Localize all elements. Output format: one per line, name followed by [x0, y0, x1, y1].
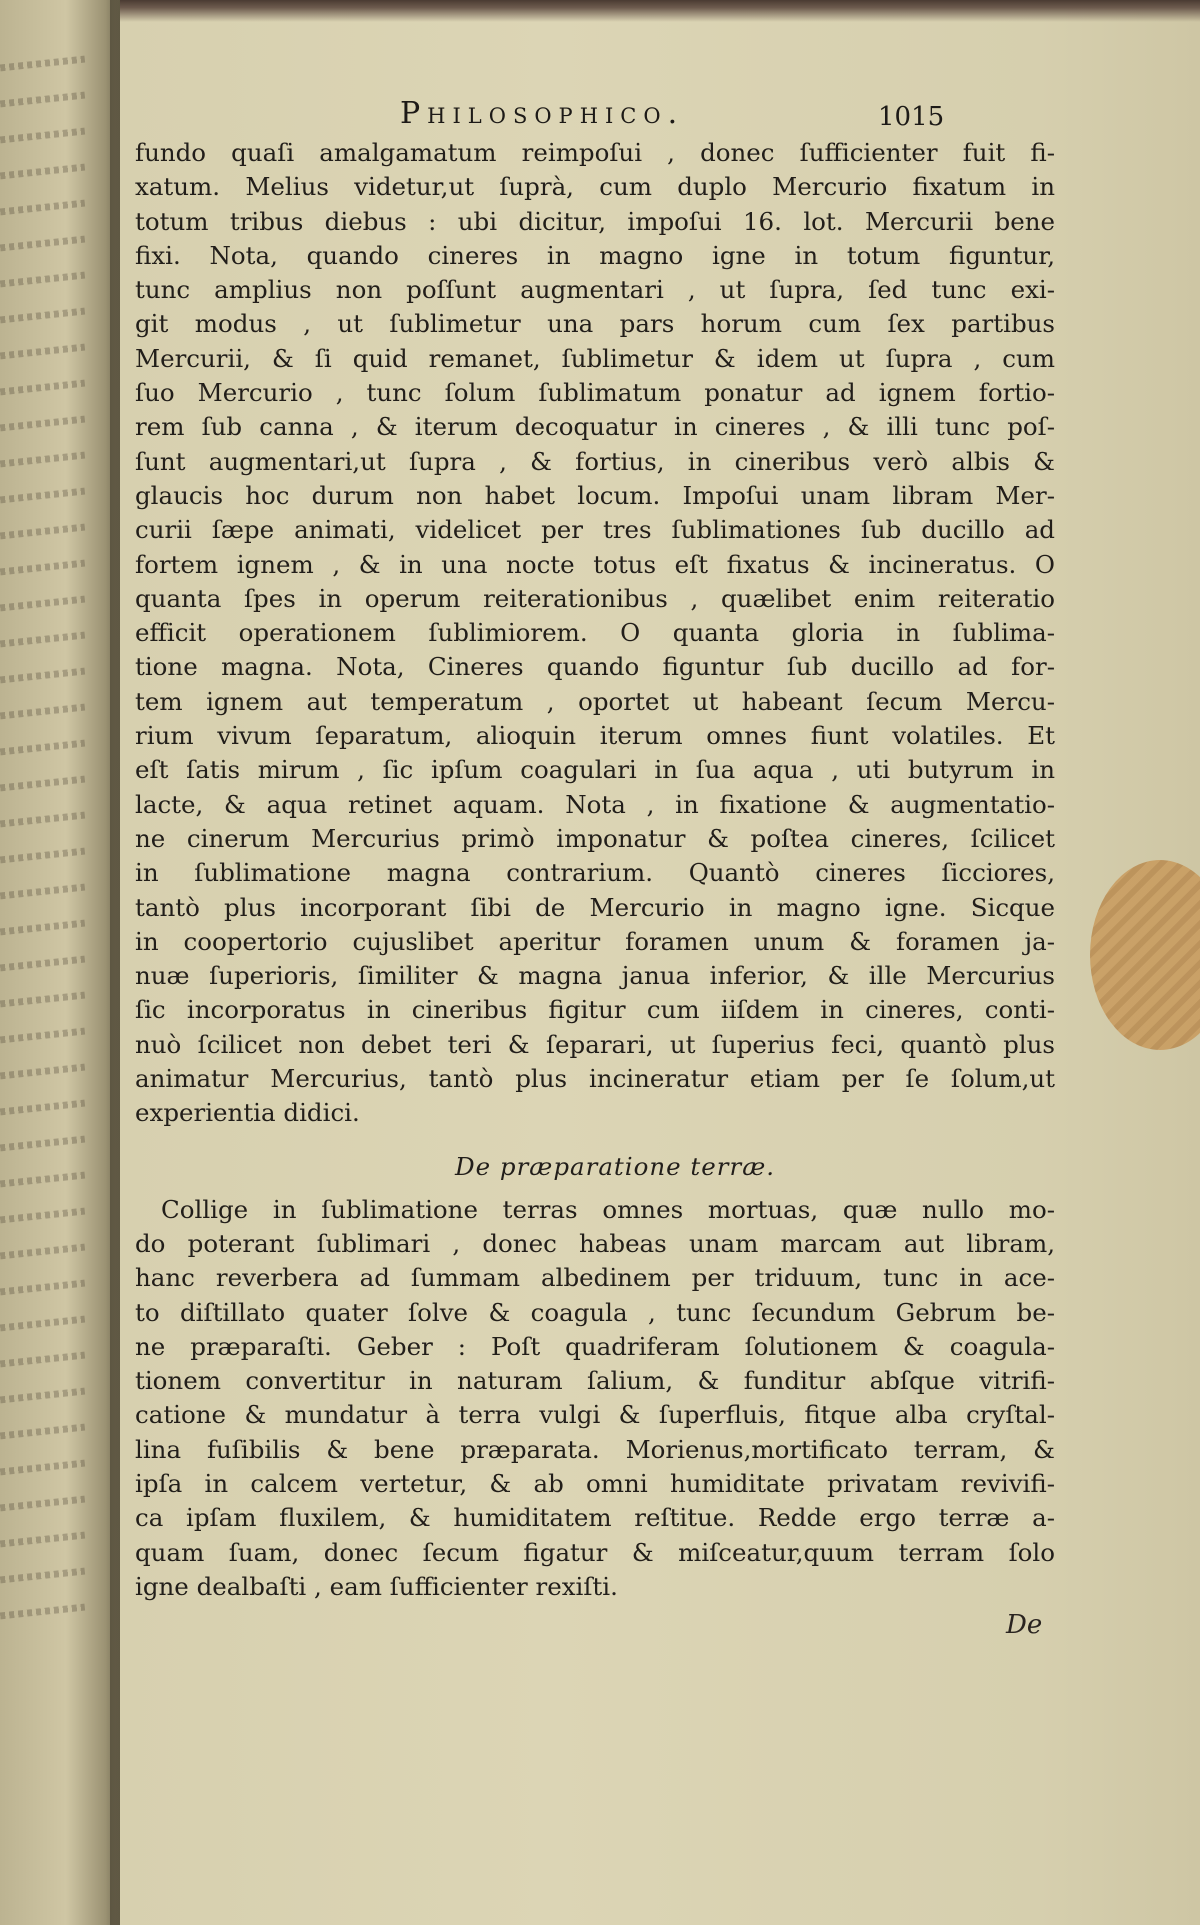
text-line: efficit operationem ſublimiorem. O quanta gloria in ſublima- [135, 618, 1055, 648]
text-line: ſuo Mercurio , tunc ſolum ſublimatum ponatur ad ignem fortio- [135, 378, 1055, 408]
text-line: tione magna. Nota, Cineres quando figuntur ſub ducillo ad for- [135, 652, 1055, 682]
top-edge-stain [120, 0, 1200, 22]
text-line: nuæ ſuperioris, ſimiliter & magna janua inferior, & ille Mercurius [135, 961, 1055, 991]
bleed-through-mark [0, 488, 85, 504]
bleed-through-mark [0, 1064, 85, 1080]
bleed-through-mark [0, 128, 85, 144]
text-line: quam ſuam, donec ſecum figatur & miſceatur,quum terram ſolo [135, 1537, 1055, 1567]
bleed-through-mark [0, 1604, 85, 1620]
bleed-through-mark [0, 1280, 85, 1296]
book-page [120, 0, 1200, 1925]
bleed-through-mark [0, 848, 85, 864]
bleed-through-mark [0, 380, 85, 396]
text-line: lina fuſibilis & bene præparata. Morienus,mortificato terram, & [135, 1434, 1055, 1464]
text-line: xatum. Melius videtur,ut ſuprà, cum duplo Mercurio fixatum in [135, 172, 1055, 202]
bleed-through-mark [0, 704, 85, 720]
bleed-through-mark [0, 1460, 85, 1476]
text-line: experientia didici. [135, 1098, 360, 1128]
bleed-through-mark [0, 992, 85, 1008]
bleed-through-mark [0, 416, 85, 432]
bleed-through-mark [0, 920, 85, 936]
bleed-through-mark [0, 1388, 85, 1404]
bleed-through-mark [0, 200, 85, 216]
bleed-through-mark [0, 92, 85, 108]
text-line: glaucis hoc durum non habet locum. Impoſui unam libram Mer- [135, 480, 1055, 510]
text-line: tionem convertitur in naturam ſalium, & funditur abſque vitrifi- [135, 1366, 1055, 1396]
text-line: ne præparaſti. Geber : Poſt quadriferam ſolutionem & coagula- [135, 1331, 1055, 1361]
text-line: ne cinerum Mercurius primò imponatur & poſtea cineres, ſcilicet [135, 823, 1055, 853]
bleed-through-mark [0, 1100, 85, 1116]
bleed-through-mark [0, 740, 85, 756]
text-line: eſt ſatis mirum , ſic ipſum coagulari in ſua aqua , uti butyrum in [135, 755, 1055, 785]
text-line: lacte, & aqua retinet aquam. Nota , in fixatione & augmentatio- [135, 789, 1055, 819]
bleed-through-mark [0, 1352, 85, 1368]
bleed-through-mark [0, 776, 85, 792]
bleed-through-mark [0, 1568, 85, 1584]
bleed-through-mark [0, 632, 85, 648]
bleed-through-mark [0, 308, 85, 324]
text-line: quanta ſpes in operum reiterationibus , quælibet enim reiteratio [135, 583, 1055, 613]
page-number: 1015 [878, 102, 945, 132]
text-line: ca ipſam fluxilem, & humiditatem reſtitue. Redde ergo terræ a- [135, 1503, 1055, 1533]
running-head [120, 96, 1200, 140]
section-heading: De præparatione terræ. [454, 1151, 776, 1181]
bleed-through-mark [0, 1208, 85, 1224]
text-line: ipſa in calcem vertetur, & ab omni humiditate privatam revivifi- [135, 1468, 1055, 1498]
text-block [135, 136, 1055, 1604]
text-line: fundo quaſi amalgamatum reimpoſui , donec ſufficienter fuit fi- [135, 138, 1055, 167]
bleed-through-mark [0, 812, 85, 828]
text-line: fixi. Nota, quando cineres in magno igne in totum figuntur, [135, 240, 1055, 270]
bleed-through-mark [0, 272, 85, 288]
text-line: tantò plus incorporant ſibi de Mercurio in magno igne. Sicque [135, 892, 1055, 922]
paragraph-body [135, 136, 1055, 1131]
bleed-through-mark [0, 452, 85, 468]
bleed-through-mark [0, 236, 85, 252]
bleed-through-mark [0, 1136, 85, 1152]
text-line: tunc amplius non poſſunt augmentari , ut ſupra, ſed tunc exi- [135, 275, 1055, 305]
bleed-through-mark [0, 524, 85, 540]
text-line: curii ſæpe animati, videlicet per tres ſublimationes ſub ducillo ad [135, 515, 1055, 545]
bleed-through-mark [0, 164, 85, 180]
text-line: Collige in ſublimatione terras omnes mortuas, quæ nullo mo- [161, 1194, 1055, 1224]
text-line: in ſublimatione magna contrarium. Quantò cineres ſicciores, [135, 858, 1055, 888]
bleed-through-mark [0, 596, 85, 612]
text-line: nuò ſcilicet non debet teri & ſeparari, ut ſuperius feci, quantò plus [135, 1029, 1055, 1059]
bleed-through-mark [0, 1532, 85, 1548]
text-line: to diſtillato quater ſolve & coagula , tunc ſecundum Gebrum be- [135, 1297, 1055, 1327]
bleed-through-mark [0, 56, 85, 72]
text-line: igne dealbaſti , eam ſufficienter rexiſti. [135, 1571, 618, 1601]
running-title: Philosophico. [400, 96, 685, 131]
text-line: in coopertorio cujuslibet aperitur foramen unum & foramen ja- [135, 926, 1055, 956]
text-line: fortem ignem , & in una nocte totus eſt fixatus & incineratus. O [135, 549, 1055, 579]
text-line: rem ſub canna , & iterum decoquatur in cineres , & illi tunc poſ- [135, 412, 1055, 442]
text-line: ſunt augmentari,ut ſupra , & fortius, in cineribus verò albis & [135, 446, 1055, 476]
text-line: Mercurii, & ſi quid remanet, ſublimetur & idem ut ſupra , cum [135, 343, 1055, 373]
bleed-through-mark [0, 1424, 85, 1440]
bleed-through-mark [0, 1496, 85, 1512]
text-line: totum tribus diebus : ubi dicitur, impoſui 16. lot. Mercurii bene [135, 206, 1055, 236]
text-line: animatur Mercurius, tantò plus incineratur etiam per ſe ſolum,ut [135, 1064, 1055, 1094]
bleed-through-mark [0, 884, 85, 900]
bleed-through-mark [0, 956, 85, 972]
text-line: tem ignem aut temperatum , oportet ut habeant ſecum Mercu- [135, 686, 1055, 716]
bleed-through-mark [0, 1316, 85, 1332]
catchword: De [1006, 1610, 1043, 1640]
text-line: git modus , ut ſublimetur una pars horum cum ſex partibus [135, 309, 1055, 339]
paragraph-terra [135, 1193, 1055, 1605]
text-line: ſic incorporatus in cineribus figitur cum iiſdem in cineres, conti- [135, 995, 1055, 1025]
text-line: rium vivum ſeparatum, alioquin iterum omnes fiunt volatiles. Et [135, 721, 1055, 751]
bleed-through-mark [0, 344, 85, 360]
bleed-through-mark [0, 668, 85, 684]
facing-page-edge [0, 0, 120, 1925]
bleed-through-mark [0, 560, 85, 576]
text-line: do poterant ſublimari , donec habeas unam marcam aut libram, [135, 1228, 1055, 1258]
text-line: hanc reverbera ad ſummam albedinem per triduum, tunc in ace- [135, 1263, 1055, 1293]
bleed-through-mark [0, 1172, 85, 1188]
text-line: catione & mundatur à terra vulgi & ſuperfluis, fitque alba cryſtal- [135, 1400, 1055, 1430]
bleed-through-mark [0, 1028, 85, 1044]
bleed-through-mark [0, 1244, 85, 1260]
